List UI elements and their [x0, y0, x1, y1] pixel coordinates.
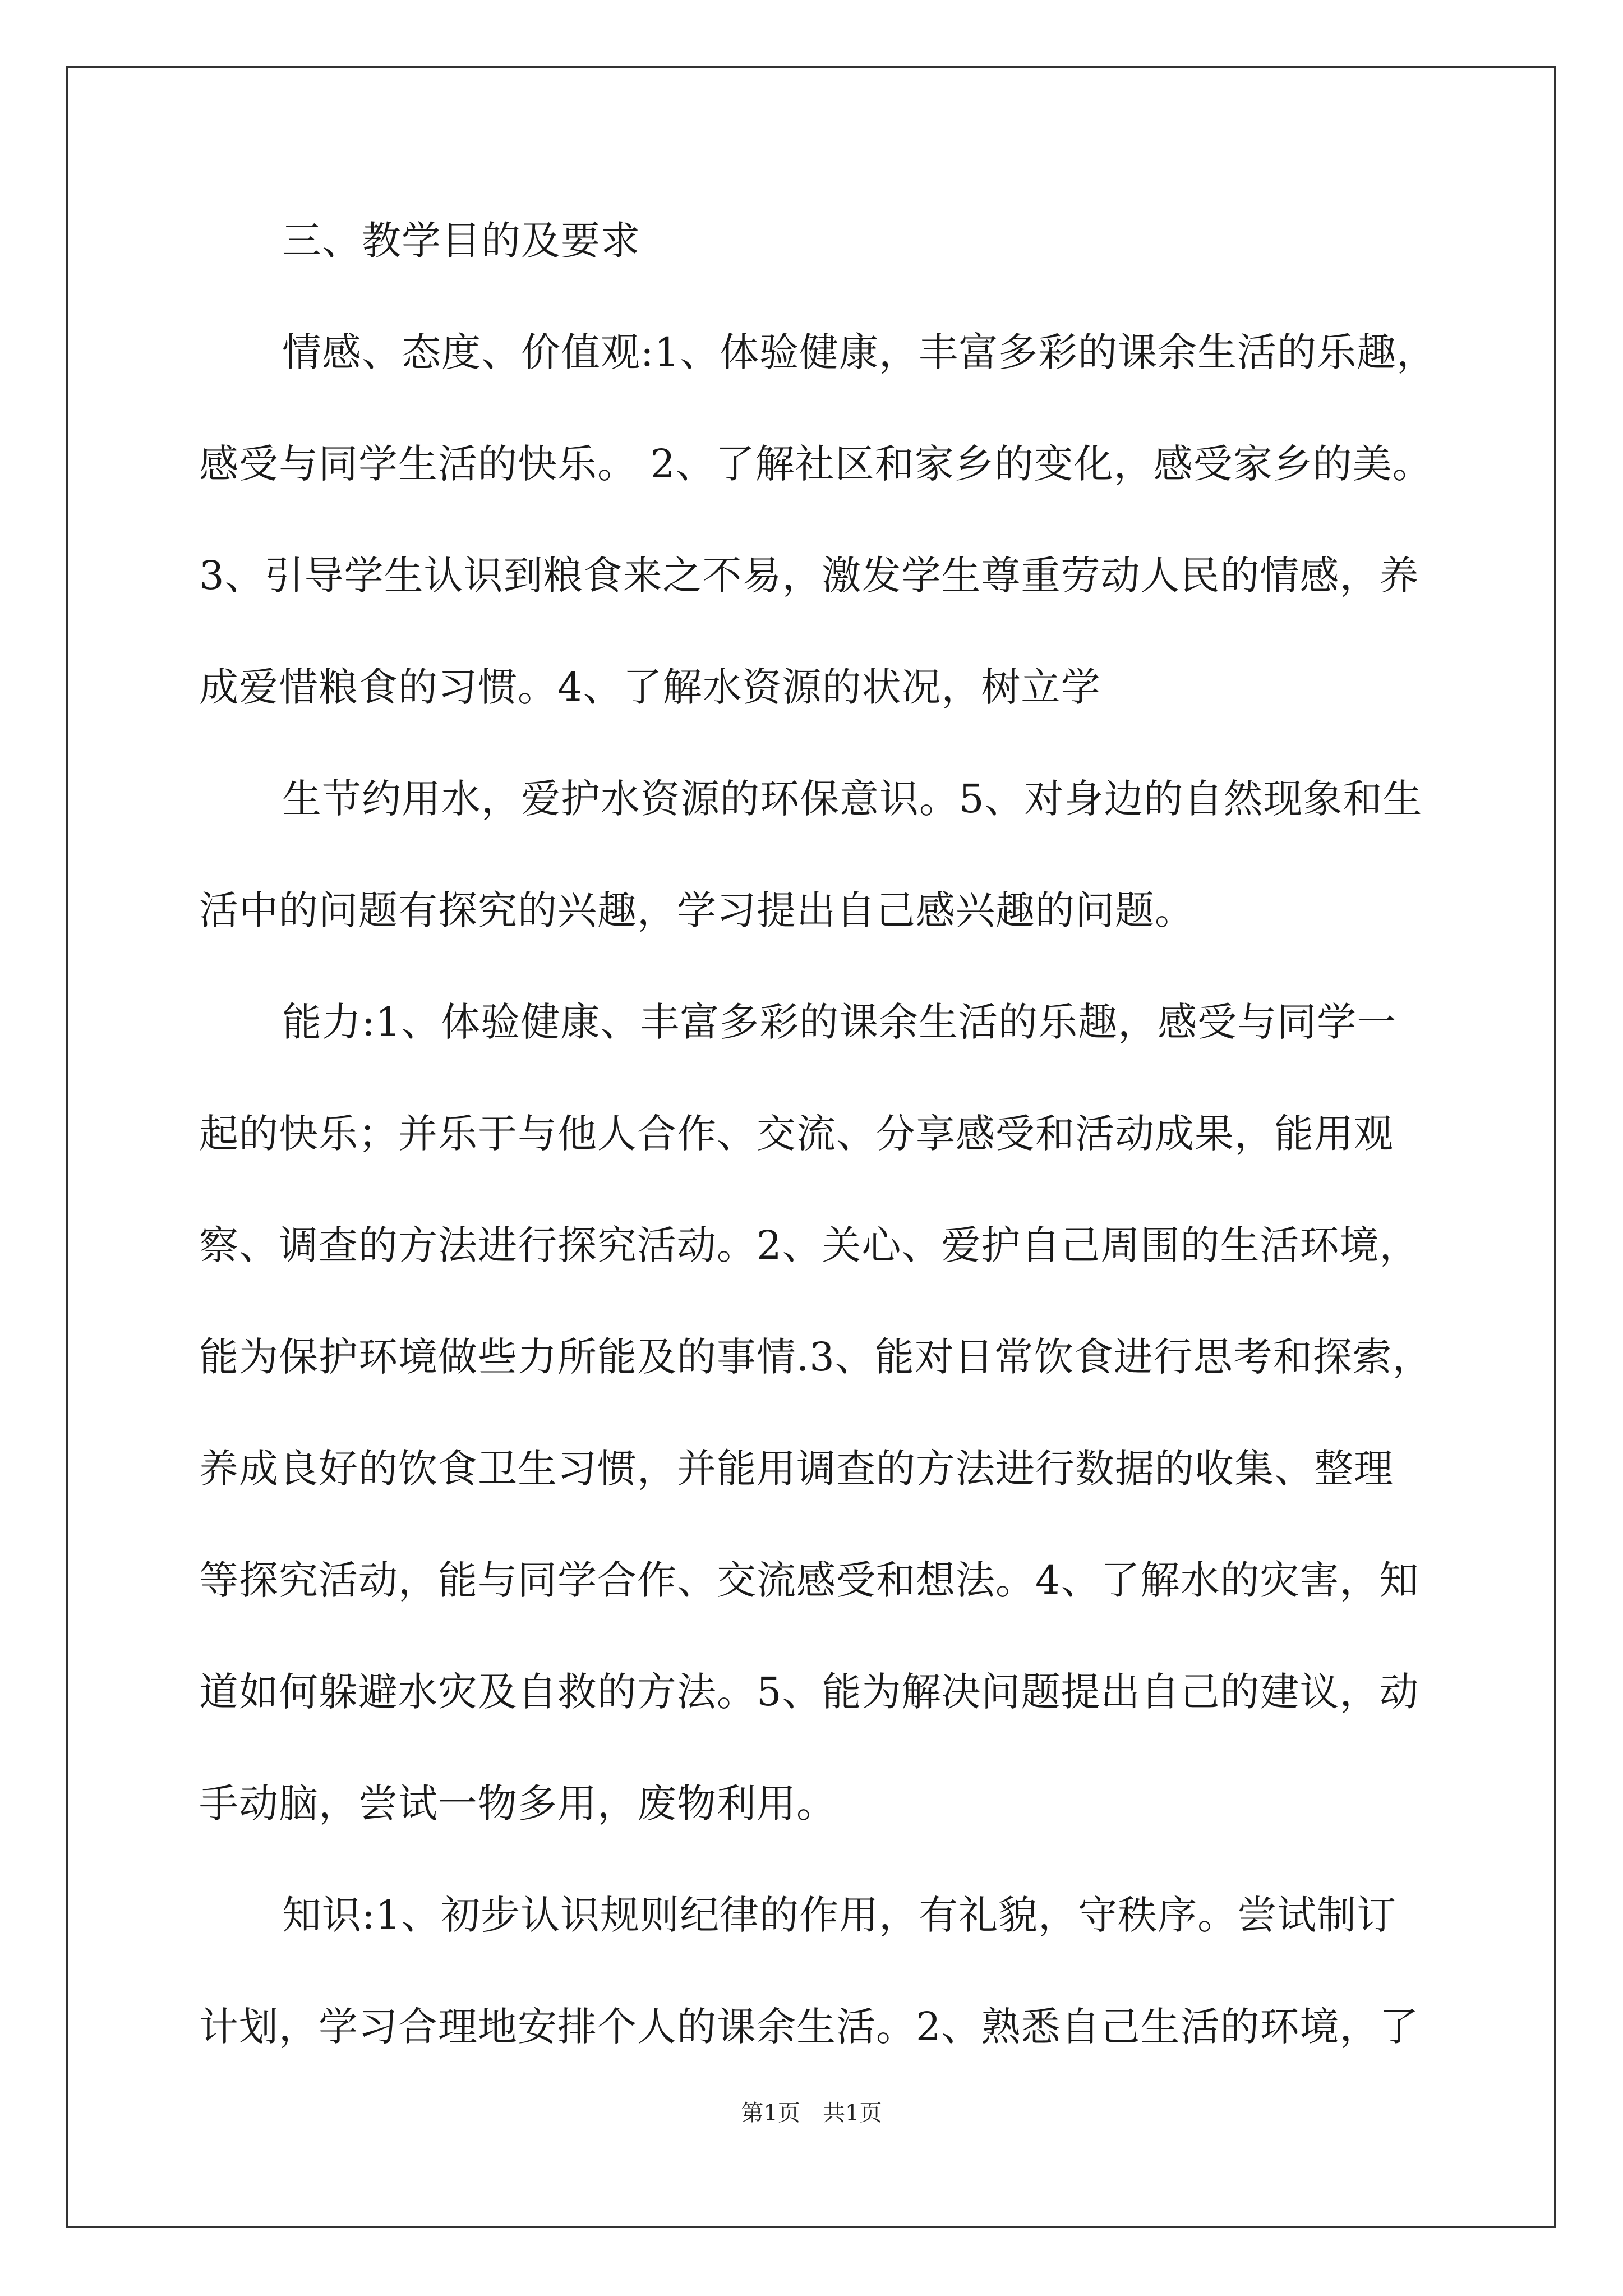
- text-line: 道如何躲避水灾及自救的方法。5、能为解决问题提出自己的建议，动: [199, 1669, 1419, 1715]
- text-line: 知识:1、初步认识规则纪律的作用，有礼貌，守秩序。尝试制订: [282, 1892, 1397, 1938]
- text-line: 起的快乐；并乐于与他人合作、交流、分享感受和活动成果，能用观: [199, 1111, 1394, 1157]
- text-line: 察、调查的方法进行探究活动。2、关心、爱护自己周围的生活环境，: [199, 1222, 1419, 1268]
- text-line: 情感、态度、价值观:1、体验健康，丰富多彩的课余生活的乐趣，: [282, 329, 1437, 375]
- page-number: 第1页: [741, 2100, 800, 2126]
- page-footer: [0, 2099, 1623, 2127]
- text-line: 计划，学习合理地安排个人的课余生活。2、熟悉自己生活的环境，了: [199, 2004, 1419, 2050]
- text-line: 等探究活动，能与同学合作、交流感受和想法。4、了解水的灾害，知: [199, 1557, 1419, 1603]
- text-line: 活中的问题有探究的兴趣，学习提出自己感兴趣的问题。: [199, 887, 1195, 933]
- page-total: 共1页: [823, 2100, 882, 2126]
- text-line: 养成良好的饮食卫生习惯，并能用调查的方法进行数据的收集、整理: [199, 1446, 1394, 1492]
- text-line: 能力:1、体验健康、丰富多彩的课余生活的乐趣，感受与同学一: [282, 999, 1397, 1045]
- text-line: 能为保护环境做些力所能及的事情.3、能对日常饮食进行思考和探索，: [199, 1334, 1432, 1380]
- text-line: 3、引导学生认识到粮食来之不易，激发学生尊重劳动人民的情感，养: [199, 553, 1419, 599]
- text-line: 手动脑，尝试一物多用，废物利用。: [199, 1780, 836, 1826]
- text-line: 感受与同学生活的快乐。 2、了解社区和家乡的变化，感受家乡的美。: [199, 441, 1432, 487]
- section-heading: 三、教学目的及要求: [282, 218, 640, 264]
- text-line: 生节约用水，爱护水资源的环保意识。5、对身边的自然现象和生: [282, 776, 1423, 822]
- text-line: 成爱惜粮食的习惯。4、了解水资源的状况，树立学: [199, 664, 1101, 710]
